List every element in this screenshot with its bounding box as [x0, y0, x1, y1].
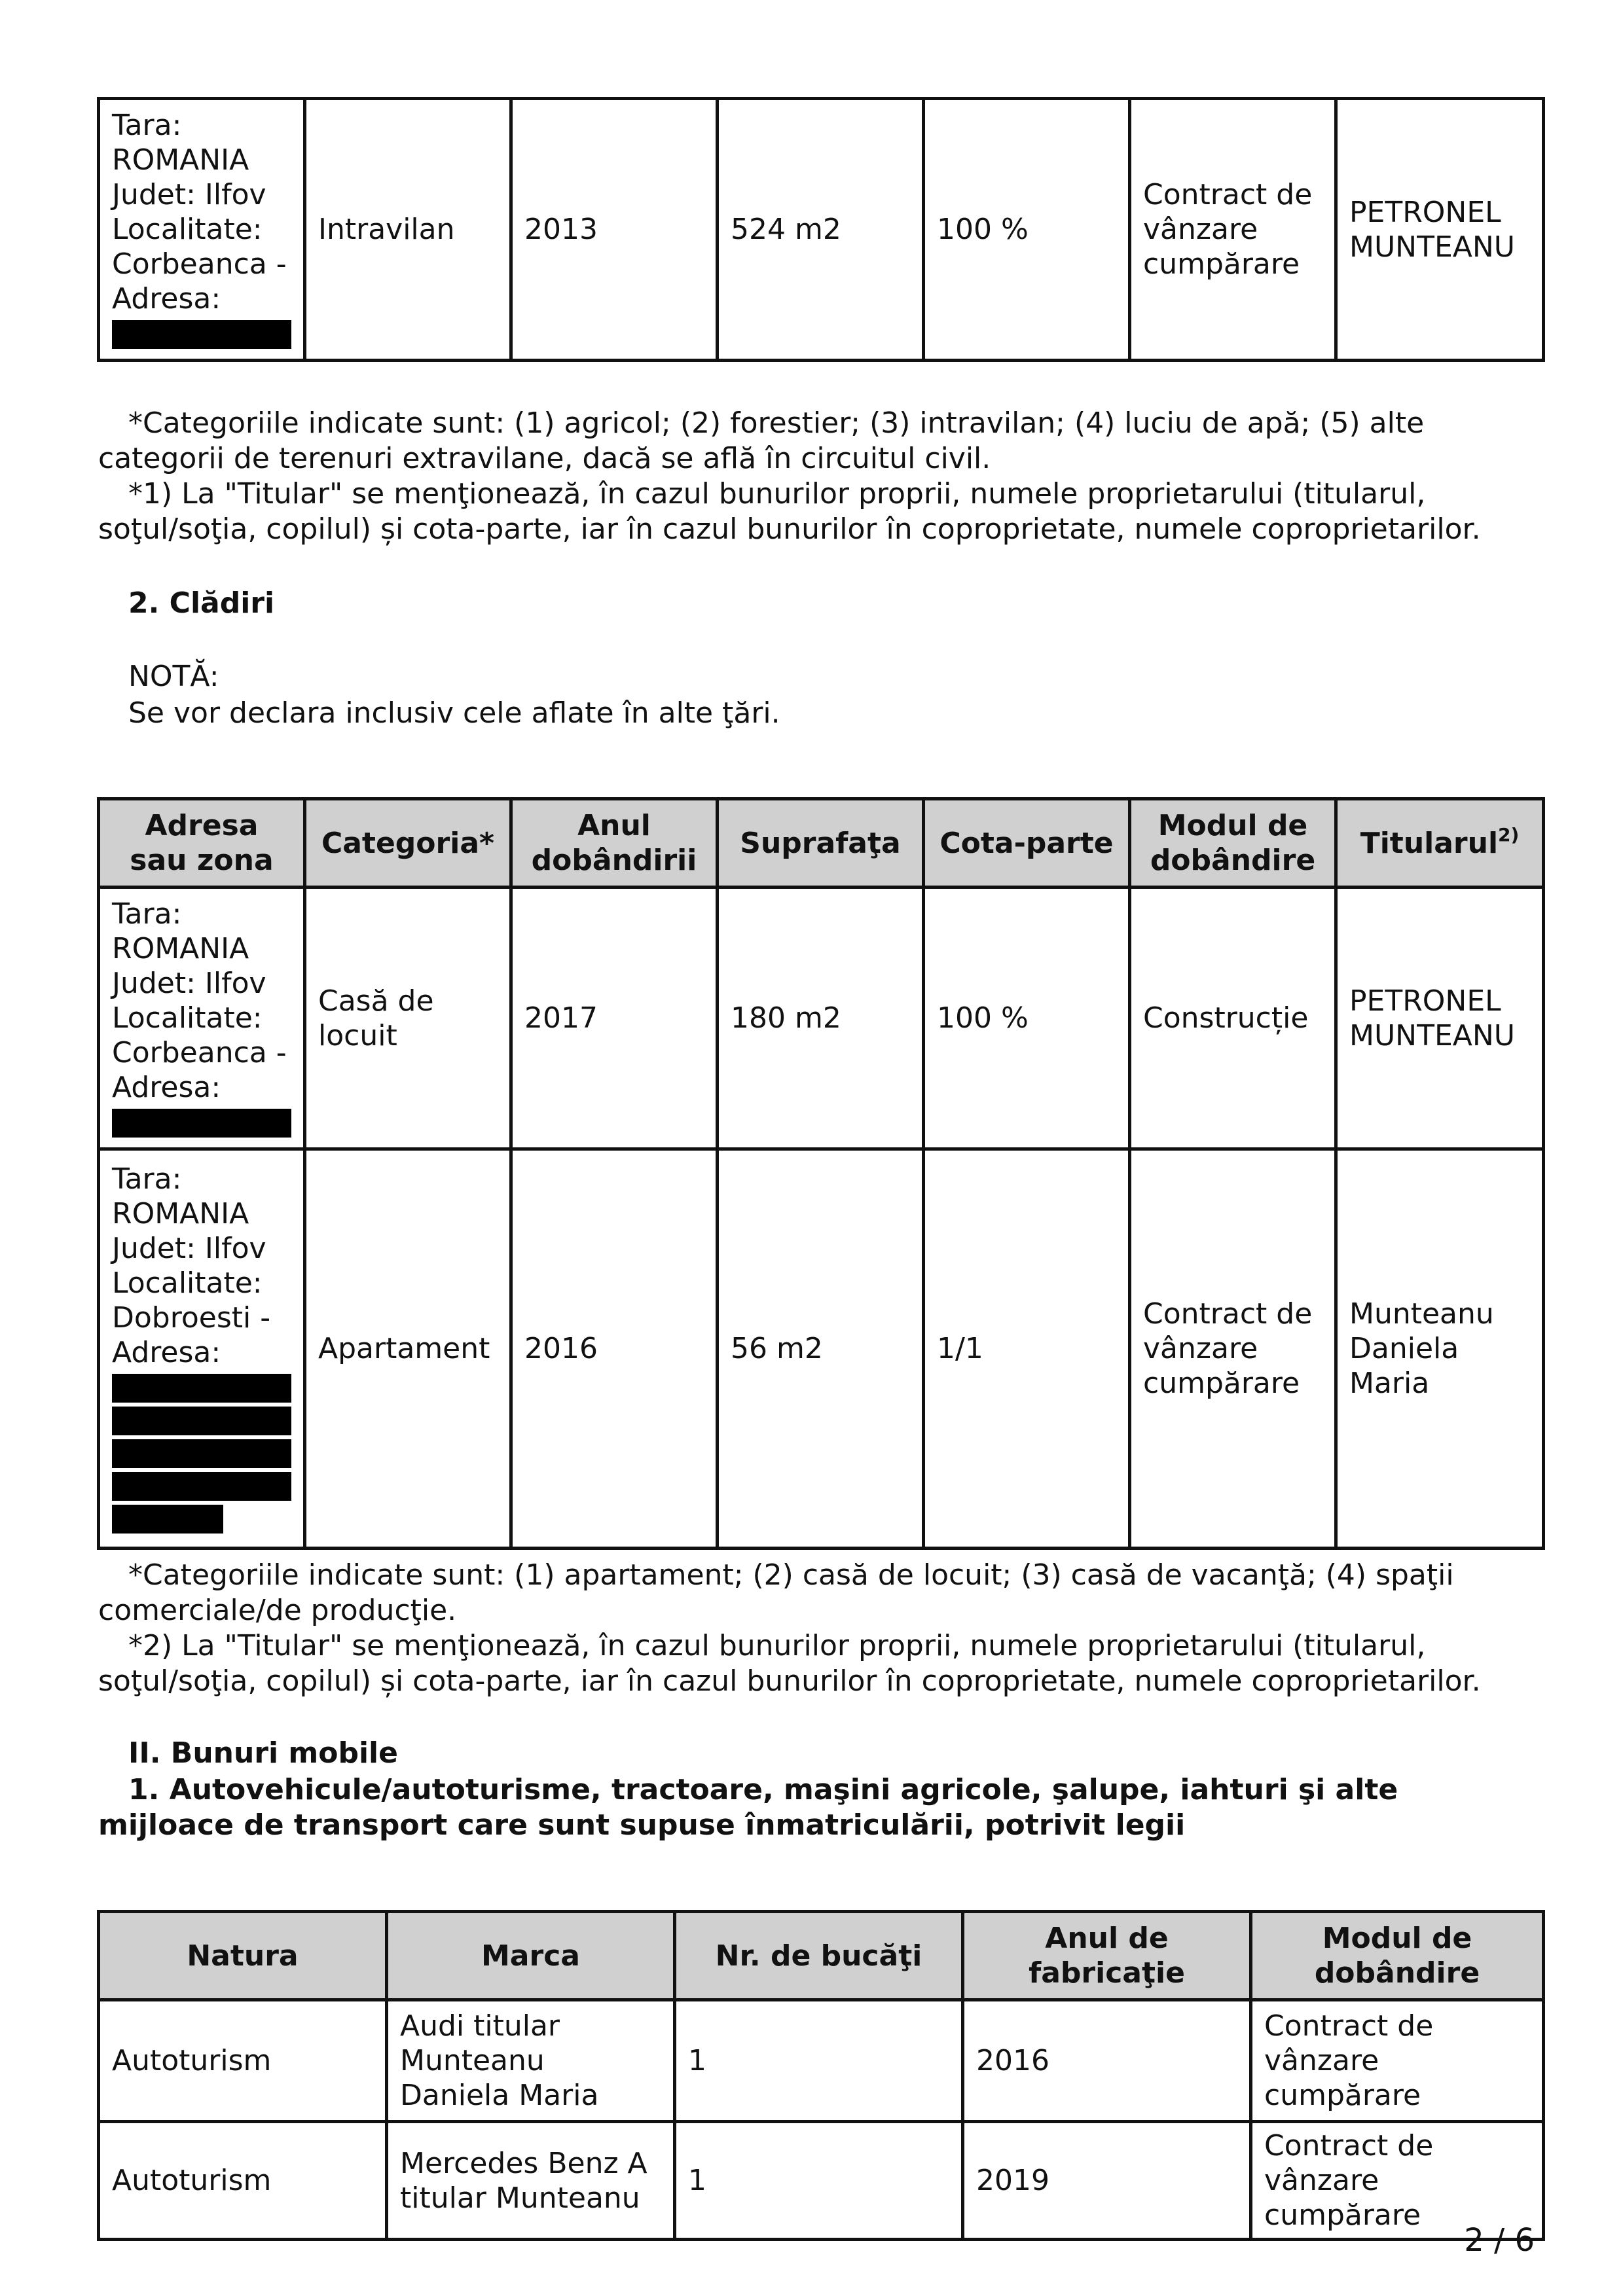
category-cell: Casă de locuit	[305, 888, 511, 1149]
year-cell: 2013	[511, 99, 718, 361]
header-year: Anul dobândirii	[511, 799, 718, 888]
buildings-table	[97, 797, 1545, 1550]
acquisition-cell: Construcție	[1130, 888, 1336, 1149]
table-row	[99, 99, 1544, 361]
redaction-bar	[112, 1407, 291, 1435]
header-area: Suprafaţa	[718, 799, 924, 888]
section-note-label: NOTĂ:	[128, 660, 219, 693]
header-row	[99, 1912, 1544, 2000]
redaction-bar	[112, 1472, 291, 1501]
header-count: Nr. de bucăţi	[675, 1912, 963, 2000]
year-cell: 2016	[511, 1149, 718, 1549]
land-table	[97, 97, 1545, 362]
header-acquisition: Modul de dobândire	[1251, 1912, 1544, 2000]
redaction-bar	[112, 1374, 291, 1403]
table-row	[99, 1149, 1544, 1549]
redaction-bar	[112, 1505, 223, 1534]
redaction-bar	[112, 1109, 291, 1138]
table-row	[99, 2122, 1544, 2240]
acquisition-cell: Contract de vânzare cumpărare	[1130, 99, 1336, 361]
section-subtitle-vehicles: 1. Autovehicule/autoturisme, tractoare, maşini agricole, şalupe, iahturi şi alte mijloace de transport care sunt supuse înmatriculării, potrivit legii	[98, 1773, 1398, 1842]
area-cell: 180 m2	[718, 888, 924, 1149]
section-title-buildings: 2. Clădiri	[128, 586, 275, 620]
category-cell: Intravilan	[305, 99, 511, 361]
header-owner: Titularul$^{2)}$	[1336, 799, 1544, 888]
building-categories-note: *Categoriile indicate sunt: (1) apartament; (2) casă de locuit; (3) casă de vacanţă; (4) spaţii comerciale/de producţie.	[98, 1558, 1454, 1627]
header-brand: Marca	[387, 1912, 675, 2000]
redaction-bar	[112, 320, 291, 349]
share-cell: 100 %	[924, 888, 1130, 1149]
owner-cell: Munteanu Daniela Maria	[1336, 1149, 1544, 1549]
count-cell: 1	[675, 2122, 963, 2240]
nature-cell: Autoturism	[99, 2122, 387, 2240]
address-cell: Tara: ROMANIA Judet: Ilfov Localitate: Corbeanca - Adresa:	[99, 888, 305, 1149]
header-nature: Natura	[99, 1912, 387, 2000]
brand-cell: Mercedes Benz A titular Munteanu	[387, 2122, 675, 2240]
owner-cell: PETRONEL MUNTEANU	[1336, 888, 1544, 1149]
share-cell: 100 %	[924, 99, 1130, 361]
header-row	[99, 799, 1544, 888]
address-cell: Tara: ROMANIA Judet: Ilfov Localitate: Corbeanca - Adresa:	[99, 99, 305, 361]
nature-cell: Autoturism	[99, 2000, 387, 2122]
year-cell: 2017	[511, 888, 718, 1149]
area-cell: 56 m2	[718, 1149, 924, 1549]
area-cell: 524 m2	[718, 99, 924, 361]
land-titular-note: *1) La "Titular" se menţionează, în cazul bunurilor proprii, numele proprietarului (titularul, soţul/soţia, copilul) și cota-parte, iar în cazul bunurilor în coproprietate, numele coproprietarilor.	[98, 477, 1481, 546]
acquisition-cell: Contract de vânzare cumpărare	[1251, 2122, 1544, 2240]
land-categories-note: *Categoriile indicate sunt: (1) agricol; (2) forestier; (3) intravilan; (4) luciu de apă; (5) alte categorii de terenuri extravilane, dacă se află în circuitul civil.	[98, 406, 1425, 475]
table-row	[99, 2000, 1544, 2122]
header-category: Categoria*	[305, 799, 511, 888]
page-number: 2 / 6	[1464, 2222, 1535, 2259]
owner-cell: PETRONEL MUNTEANU	[1336, 99, 1544, 361]
address-cell: Tara: ROMANIA Judet: Ilfov Localitate: Dobroesti - Adresa:	[99, 1149, 305, 1549]
header-year: Anul de fabricaţie	[963, 1912, 1251, 2000]
header-acquisition: Modul de dobândire	[1130, 799, 1336, 888]
year-cell: 2016	[963, 2000, 1251, 2122]
vehicles-table	[97, 1910, 1545, 2241]
table-row	[99, 888, 1544, 1149]
count-cell: 1	[675, 2000, 963, 2122]
brand-cell: Audi titular Munteanu Daniela Maria	[387, 2000, 675, 2122]
section-title-movables: II. Bunuri mobile	[128, 1736, 398, 1770]
section-note-text: Se vor declara inclusiv cele aflate în alte ţări.	[128, 696, 780, 730]
acquisition-cell: Contract de vânzare cumpărare	[1130, 1149, 1336, 1549]
share-cell: 1/1	[924, 1149, 1130, 1549]
header-share: Cota-parte	[924, 799, 1130, 888]
year-cell: 2019	[963, 2122, 1251, 2240]
building-titular-note: *2) La "Titular" se menţionează, în cazul bunurilor proprii, numele proprietarului (titularul, soţul/soţia, copilul) și cota-parte, iar în cazul bunurilor în coproprietate, numele coproprietarilor.	[98, 1629, 1481, 1698]
acquisition-cell: Contract de vânzare cumpărare	[1251, 2000, 1544, 2122]
header-address: Adresa sau zona	[99, 799, 305, 888]
category-cell: Apartament	[305, 1149, 511, 1549]
redaction-bar	[112, 1439, 291, 1468]
